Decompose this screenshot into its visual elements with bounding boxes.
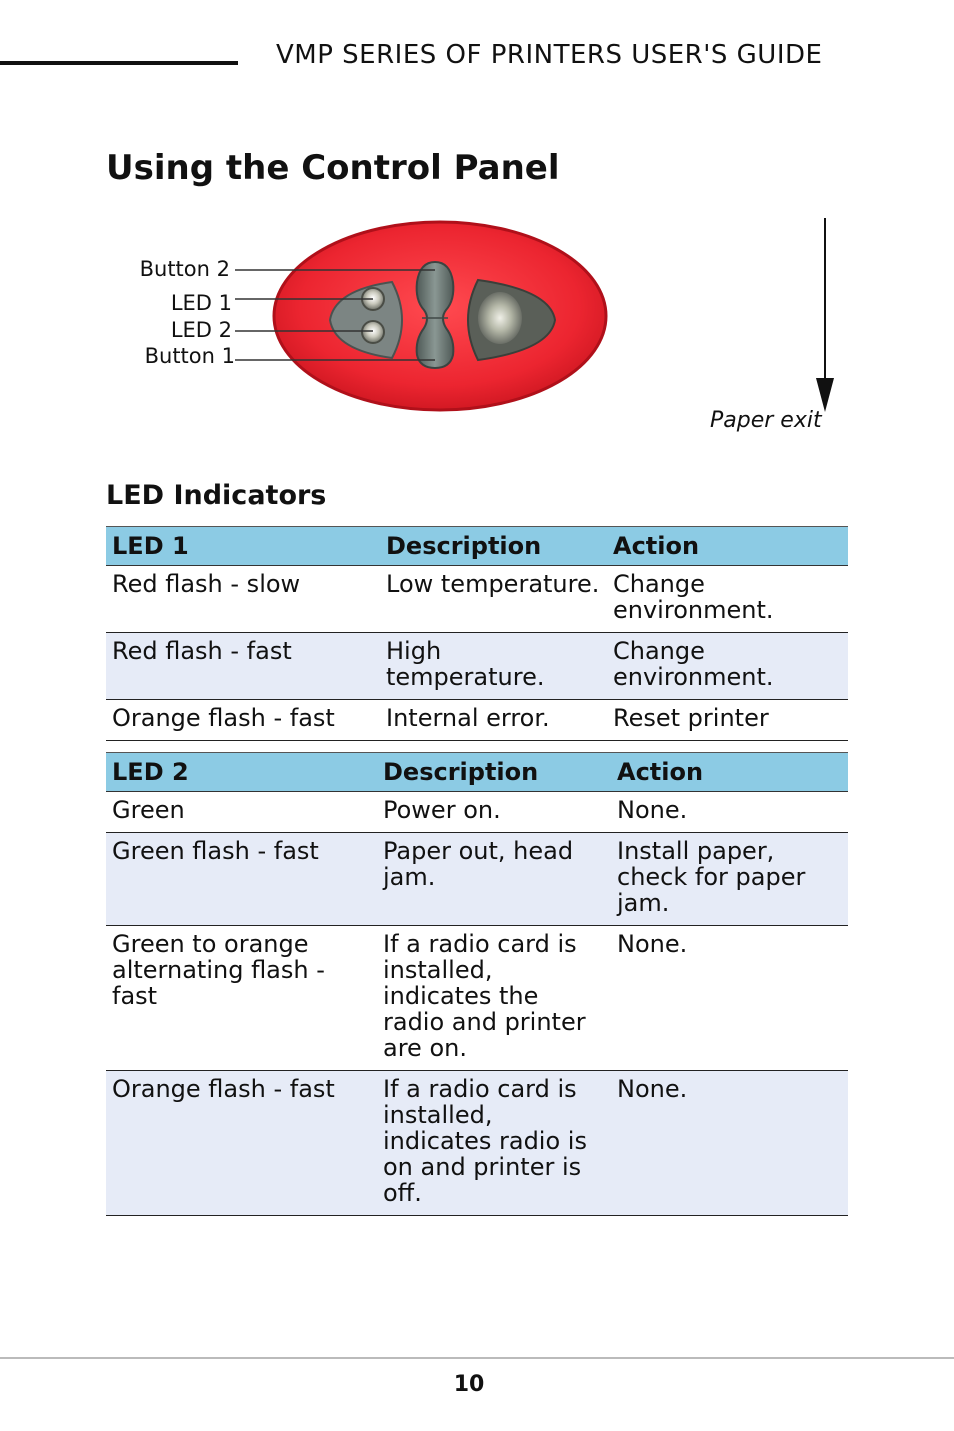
callout-button-1: Button 1	[144, 344, 235, 368]
column-header: LED 2	[106, 753, 377, 792]
callout-led-2: LED 2	[170, 318, 232, 342]
table-cell: Red flash - slow	[106, 566, 380, 633]
table-cell: Green	[106, 792, 377, 833]
table-row	[106, 566, 848, 633]
table-cell: Orange flash - fast	[106, 700, 380, 741]
table-cell: Orange flash - fast	[106, 1071, 377, 1216]
table-row	[106, 926, 848, 1071]
table-cell: Change environment.	[607, 633, 848, 700]
table-cell: If a radio card is installed, indicates the radio and printer are on.	[377, 926, 611, 1071]
footer-rule	[0, 1357, 954, 1359]
table-row	[106, 633, 848, 700]
column-header: Action	[607, 527, 848, 566]
table-cell: Low temperature.	[380, 566, 607, 633]
table-cell: None.	[611, 926, 848, 1071]
table-header-row	[106, 753, 848, 792]
table-row	[106, 1071, 848, 1216]
table-cell: Green flash - fast	[106, 833, 377, 926]
column-header: LED 1	[106, 527, 380, 566]
running-header: VMP SERIES OF PRINTERS USER'S GUIDE	[276, 40, 823, 70]
column-header: Action	[611, 753, 848, 792]
section-title-led-indicators: LED Indicators	[106, 480, 327, 511]
table-cell: High temperature.	[380, 633, 607, 700]
paper-exit-arrow-head	[816, 378, 834, 412]
callout-button-2: Button 2	[139, 257, 230, 281]
table-cell: Reset printer	[607, 700, 848, 741]
table-row	[106, 833, 848, 926]
table-cell: Install paper, check for paper jam.	[611, 833, 848, 926]
table-cell: Paper out, head jam.	[377, 833, 611, 926]
paper-exit-label: Paper exit	[710, 408, 822, 433]
table-cell: Change environment.	[607, 566, 848, 633]
table-row	[106, 700, 848, 741]
table-cell: None.	[611, 792, 848, 833]
page-number: 10	[453, 1372, 485, 1397]
callout-led-1: LED 1	[170, 291, 232, 315]
page-title: Using the Control Panel	[106, 148, 560, 188]
header-rule	[0, 61, 238, 65]
led-2-table	[106, 752, 848, 1216]
led-2	[362, 321, 384, 343]
column-header: Description	[380, 527, 607, 566]
led-1-table	[106, 526, 848, 741]
table-cell: Red flash - fast	[106, 633, 380, 700]
table-cell: Power on.	[377, 792, 611, 833]
table-header-row	[106, 527, 848, 566]
table-row	[106, 792, 848, 833]
column-header: Description	[377, 753, 611, 792]
table-cell: Green to orange alternating flash - fast	[106, 926, 377, 1071]
table-cell: Internal error.	[380, 700, 607, 741]
lens-highlight	[478, 292, 522, 344]
table-cell: None.	[611, 1071, 848, 1216]
table-cell: If a radio card is installed, indicates radio is on and printer is off.	[377, 1071, 611, 1216]
